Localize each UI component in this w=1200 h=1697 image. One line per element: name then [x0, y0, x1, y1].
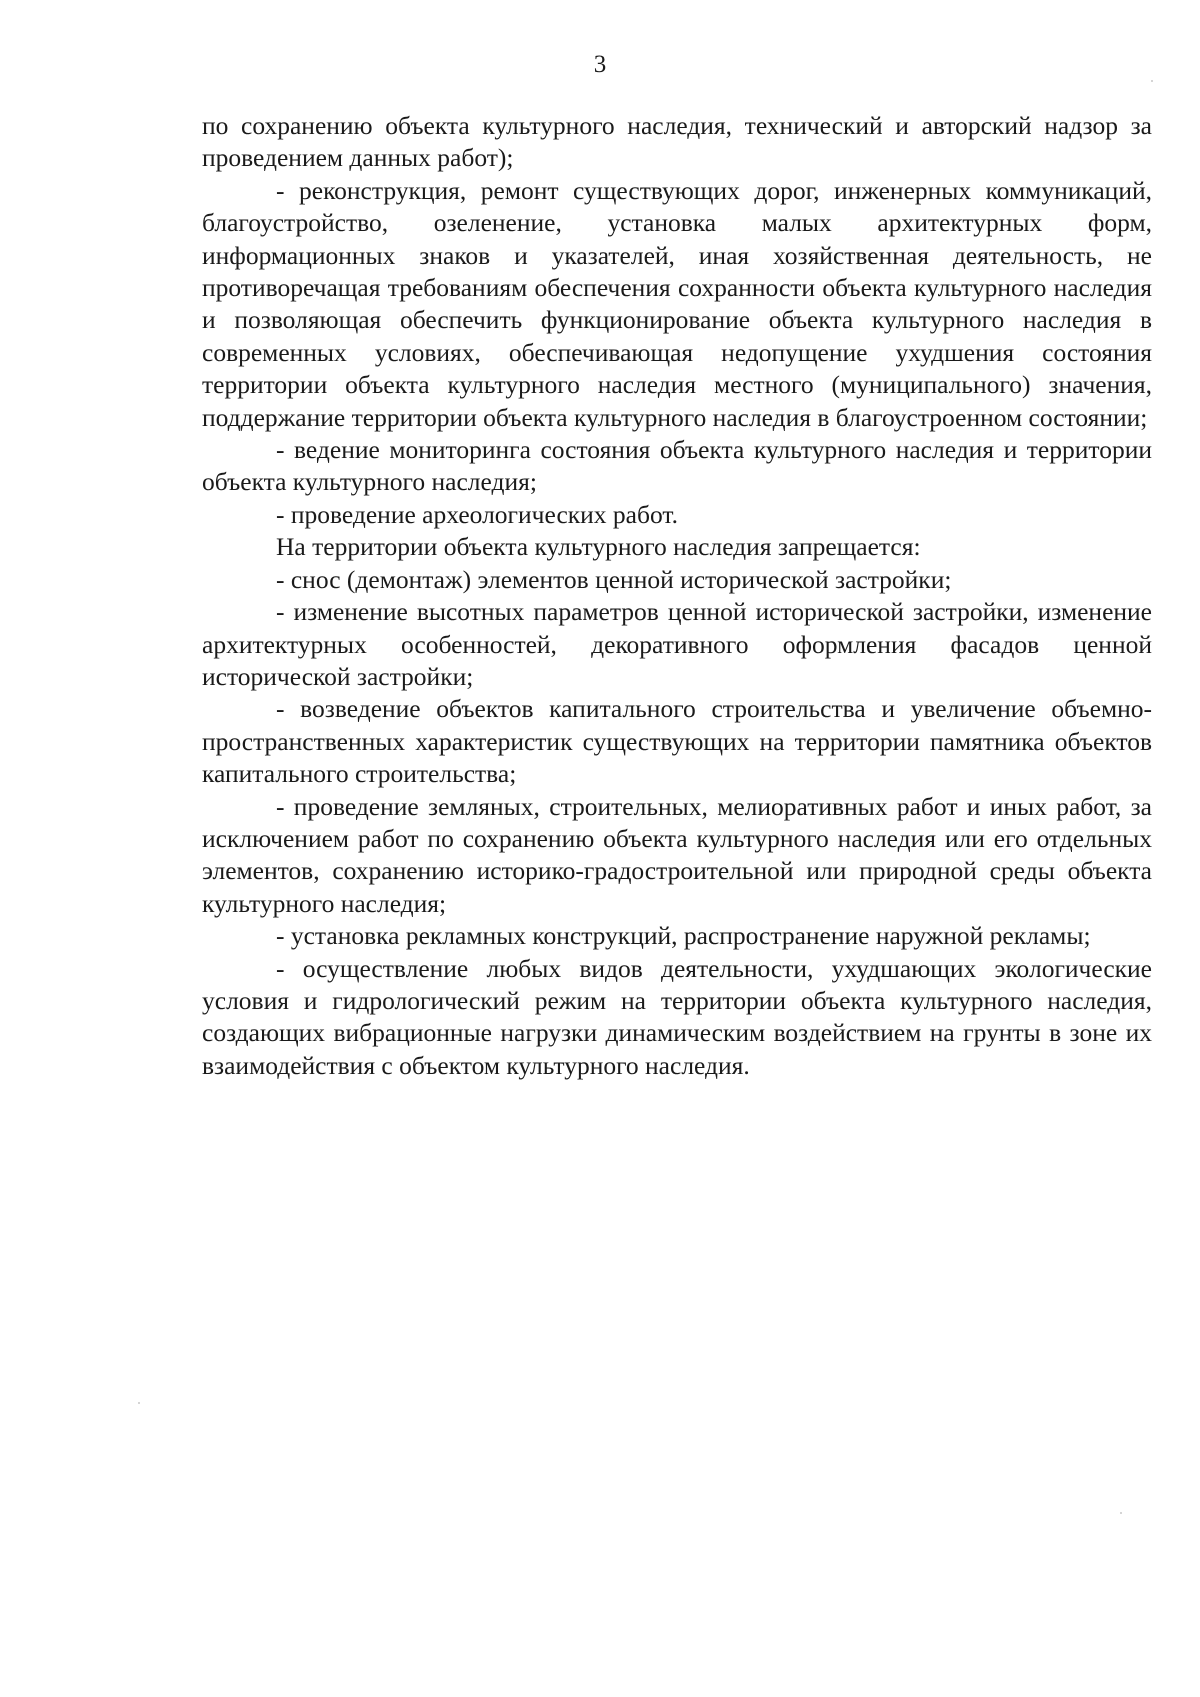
list-item-construction: - возведение объектов капитального строительства и увеличение объемно-пространственных характеристик существующих на территории памятника объектов капитального строительства;: [202, 694, 1152, 789]
list-item-archaeology: - проведение археологических работ.: [276, 499, 678, 529]
list-item-demolition: - снос (демонтаж) элементов ценной исторической застройки;: [276, 564, 952, 594]
list-item-height-change: - изменение высотных параметров ценной исторической застройки, изменение архитектурных особенностей, декоративного оформления фасадов ценной исторической застройки;: [202, 597, 1152, 691]
scan-speck: [1151, 80, 1153, 82]
scan-speck: [1120, 1512, 1122, 1514]
prohibitions-heading: На территории объекта культурного наследия запрещается:: [276, 532, 921, 562]
document-body: [202, 110, 1152, 1082]
page-number: 3: [593, 51, 607, 78]
list-item-reconstruction: - реконструкция, ремонт существующих дорог, инженерных коммуникаций, благоустройство, озеленение, установка малых архитектурных форм, информационных знаков и указателей, иная хозяйственная деятельность, не противоречащая требованиям обеспечения сохранности объекта культурного наследия и позволяющая обеспечить функционирование объекта культурного наследия в современных условиях, обеспечивающая недопущение ухудшения состояния территории объекта культурного наследия местного (муниципального) значения, поддержание территории объекта культурного наследия в благоустроенном состоянии;: [202, 175, 1152, 432]
list-item-earthworks: - проведение земляных, строительных, мелиоративных работ и иных работ, за исключением работ по сохранению объекта культурного наследия или его отдельных элементов, сохранению историко-градостроительной или природной среды объекта культурного наследия;: [202, 791, 1152, 918]
scan-speck: [138, 1402, 140, 1404]
list-item-monitoring: - ведение мониторинга состояния объекта культурного наследия и территории объекта культурного наследия;: [202, 435, 1152, 497]
list-item-advertising: - установка рекламных конструкций, распространение наружной рекламы;: [276, 921, 1091, 951]
list-item-ecology: - осуществление любых видов деятельности, ухудшающих экологические условия и гидрологический режим на территории объекта культурного наследия, создающих вибрационные нагрузки динамическим воздействием на грунты в зоне их взаимодействия с объектом культурного наследия.: [202, 953, 1152, 1080]
paragraph-continuation: по сохранению объекта культурного наследия, технический и авторский надзор за проведением данных работ);: [202, 111, 1152, 173]
